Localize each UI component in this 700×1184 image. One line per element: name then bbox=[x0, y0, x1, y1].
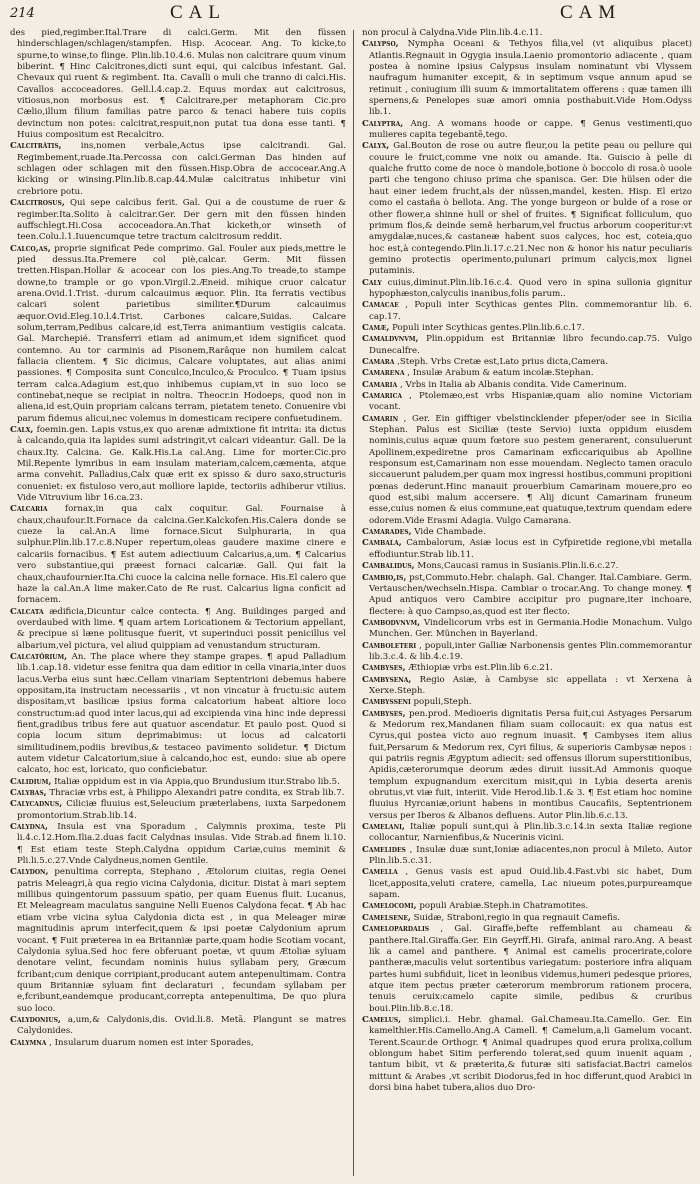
dictionary-entry bbox=[10, 504, 346, 606]
entry-text: Populi inter Scythicas gentes.Plin.lib.6.c.17. bbox=[392, 322, 585, 333]
dictionary-entry bbox=[10, 1015, 346, 1038]
entry-text: Plin.oppidum est Britanniæ libro fecundo.cap.75. Vulgo Dunecalfre. bbox=[369, 334, 692, 356]
dictionary-entry bbox=[362, 1015, 692, 1094]
entry-text: Æthiopiæ vrbs est.Plin.lib 6.c.21. bbox=[408, 663, 553, 674]
dictionary-entry bbox=[10, 28, 346, 141]
entry-text: foemin.gen. Lapis vstus,ex quo arenæ admixtione fit intrita: ita dictus à calcando,quia ita lapides sumi adstringit,vt calcari videantur. Gall. De la chaux.Ity. Calcina. Ge. Kalk.His.La cal.Ang. Lime for morter.Cic.pro Mil.Repente lymribus in eam insulam materiam,calcem,cæmenta, atque arma convehit. Palladius,Calx quæ erit ex spisso & duro saxo,structuris conueniet: ex fistuloso vero,aut molliore lapide, tectoriis adhiberur vtilius. Vide Vitruvium libr 16.ca.23. bbox=[17, 425, 346, 504]
entry-text: Nympha Oceani & Tethyos filia,vel (vt aliquibus placet) Atlantis.Regnauit in Ogygia insula.Laenio promontorio adiacente , quam postea à nomine ipsius Calypsus insulam nominatunt vbi Vlyssem naufragum humaniter excepit, & in septimum vsque annum apud se retinuit , coniugium illi suum & immortalitatem offerens : quæ tamen illi spernens,& Penelopes suæ amori omnia posthabuit.Vide Hom.Odyss lib.1. bbox=[369, 39, 692, 118]
entry-headword: Cambyses, bbox=[362, 708, 406, 719]
entry-text: ins,nomen verbale,Actus ipse calcitrandi. Gal. Regimbement,ruade.Ita.Percossa con calci.German Das hinden auf schlagen oder schlagen mit den füssen.Hisp.Obra de accocear.Ang.A kicking or winsing.Plin.lib.8.cap.44.Mulæ calcitratus inhibetur vini crebriore potu. bbox=[17, 141, 346, 197]
entry-headword: Camelus, bbox=[362, 1014, 402, 1025]
entry-headword: Cambio,is, bbox=[362, 572, 407, 583]
page-number: 214 bbox=[10, 6, 35, 21]
dictionary-entry bbox=[362, 323, 692, 334]
dictionary-entry bbox=[10, 799, 346, 822]
dictionary-entry bbox=[10, 244, 346, 426]
dictionary-entry bbox=[362, 368, 692, 379]
entry-headword: Calypso, bbox=[362, 39, 399, 50]
dictionary-entry bbox=[362, 675, 692, 698]
dictionary-entry bbox=[362, 28, 692, 39]
entry-headword: Camaldvnvm, bbox=[362, 334, 419, 345]
dictionary-entry bbox=[10, 867, 346, 1014]
entry-headword: Calcata bbox=[10, 606, 44, 617]
entry-text: Qui sepe calcibus ferit. Gal. Qui a de coustume de ruer & regimber.Ita.Solito à calcitrar.Ger. Der gern mit den füssen hinden auffschlegt.Hi.Cosa accoceadora.An.That kicketh,or winseth of teen.Colu.l.1.Iuuencumque tetre tractum calcitrosum reddit. bbox=[17, 198, 346, 243]
dictionary-entry bbox=[10, 652, 346, 777]
entry-text: pst,Commuto.Hebr. chalaph. Gal. Changer. Ital.Cambiare. Germ. Vertauschen/wechseln.Hispa. Cambiar o trocar.Ang. To change money. ¶ Apud antiquos vero Cambire accipitur pro pugnare,iter inchoare, flectere: à quo Campso,as,quod est iter flecto. bbox=[369, 572, 692, 617]
dictionary-entry bbox=[362, 867, 692, 901]
dictionary-entry bbox=[362, 39, 692, 118]
entry-text: fornax,in qua calx coquitur. Gal. Fournaise à chaux,chaufour.It.Fornace da calcina.Ger.Kalckofen.His.Calera donde se cueze la cal.An.A lime fornace.Sicut Sulphuraria, in qua sulphur.Plin.lib.17.c.8.Nuper repertum,oleas gaudere maxime cinere e calcariis fornacibus. ¶ Est autem adiectiuum Calcarius,a,um. ¶ Calcarius vero substantiue,qui præest fornaci calcariæ. Gall. Qui fait la chaux,chaufournier.Ita.Chi cuoce la calcina nelle fornace. His.El calero que haze la cal.An.A lime maker.Cato de Re rust. Calcarius ligna conficit ad fornacem. bbox=[17, 504, 346, 606]
dictionary-entry bbox=[362, 697, 692, 708]
entry-text: , Ptolemæo,est vrbs Hispaniæ,quam alio nomine Victoriam vocant. bbox=[369, 391, 692, 413]
dictionary-entry bbox=[10, 607, 346, 652]
entry-text: simplici.i. Hebr. ghamal. Gal.Chameau.Ita.Camello. Ger. Ein kamelthier.His.Camello.Ang.A Camell. ¶ Camelum,a,li Gamelum vocant. Terent.Scaur.de Orthogr. ¶ Animal quadrupes quod erura prolixa,collum oblongum habet Sitim perferendo tolerat,sed quum inuenit aquam , tantum bibit, vt & præterita,& futuræ siti satisfaciat.Bactri camelos mittunt & Arabes ,vt scribit Diodorus,fed in hoc differunt,quod Arabici in dorsi bina habet tubera,alios duo Dro- bbox=[369, 1014, 692, 1093]
entry-headword: Calcitrosus, bbox=[10, 198, 65, 209]
entry-text: pen.prod. Medioeris dignitatis Persa fuit,cui Astyages Persarum & Medorum rex,Mandanen filiam suam collocauit: ex qua natus est Cyrus,qui postea victo auo regnum inuasit. ¶ Cambyses item alius fuit,Persarum & Medorum rex, Cyri filius, & superioris Cambysæ nepos : qui patriis regnis Ægyptum adiecit: sed offensus illorum superstitionibus, Apidis,cæterorumque deorum ædes diruit iussit.Ad Ammonis quoque templum expugnandum exercitum misit,qui in Lybia deserta arenis obrutus,vt viæ fuit, interiit. Vide Herod.lib.1.& 3. ¶ Est etiam hoc nomine fluuius Hyrcaniæ,oriunt habens in montibus Caucafiis, Septentrionem versus per Iberos & Albanos defluens. Autor Plin.lib.6.c.13. bbox=[369, 708, 692, 821]
entry-text: proprie significat Pede comprimo. Gal. Fouler aux pieds,mettre le pied dessus.Ita.Premere col piè,calcar. Germ. Mit füssen tretten.Hispan.Hollar & acocear con los pies.Ang.To treade,to stampe downe,to trample or go vpon.Virgil.2.Æneid. mihique cruor calcatur arena.Ovid.1.Trist. -durum calcauimus æquor. Plin. Ita ferratis vectibus calcari solent parietibus similiter.¶Durum calcauimus æquor.Ovid.Eleg.10.l.4.Trist. Carbones calcare,Suidas. Calcare solum,terram,Pedibus calcare,id est,Terra animantium vestigiis calcata. Gal. Marchepié. Transferri etiam ad animum,et idem significet quod contemno. Au tor carminis ad Pisonem,Rarâque non humilem calcat fallacia clientem. ¶ Sic dicimus, Calcare voluptates, aut alias animi passiones. ¶ Composita sunt Conculco,Inculco,& Proculco. ¶ Tuam ipsius terram calca.Adagium est,quo inhibemus cupiam,vt in suo loco se continebat,neque se recipiat in noltra. Theocr.in Hodoeps, quod non in aliena,id est,Quin propriam calcans terram, pietatem teneto. Conuenire vbi parum fidemus alicui,nec volemus in domesticam recipere confuetudinem. bbox=[17, 243, 346, 424]
entry-headword: Calidium, bbox=[10, 776, 52, 787]
dictionary-entry bbox=[362, 845, 692, 868]
dictionary-entry bbox=[362, 380, 692, 391]
entry-headword: Camelani, bbox=[362, 822, 405, 833]
dictionary-entry bbox=[362, 924, 692, 1015]
dictionary-entry bbox=[10, 788, 346, 799]
entry-headword: Calycadnus, bbox=[10, 799, 63, 810]
entry-text: , populi,inter Galliæ Narbonensis gentes Plin.commemorantur lib.3.c.4. & lib.4.c.19. bbox=[369, 640, 692, 662]
entry-text: populi,Steph. bbox=[413, 697, 472, 708]
dictionary-entry bbox=[362, 141, 692, 277]
entry-headword: Camelocomi, bbox=[362, 901, 417, 912]
dictionary-entry bbox=[362, 573, 692, 618]
entry-headword: Calymna bbox=[10, 1037, 47, 1048]
entry-text: Italiæ oppidum est in via Appia,quo Brundusium itur.Strabo lib.5. bbox=[54, 776, 340, 787]
entry-text: , Vrbs in Italia ab Albanis condita. Vide Camerinum. bbox=[399, 379, 627, 390]
entry-headword: Calyptra, bbox=[362, 118, 404, 129]
entry-headword: Cambyses, bbox=[362, 663, 406, 674]
entry-text: Regio Asiæ, à Cambyse sic appellata : vt Xerxena à Xerxe.Steph. bbox=[369, 674, 692, 696]
dictionary-entry bbox=[362, 663, 692, 674]
entry-headword: Camarin bbox=[362, 413, 399, 424]
entry-text: Suidæ, Straboni,regio in qua regnauit Camefis. bbox=[413, 912, 620, 923]
entry-text: , Insularum duarum nomen est inter Sporades, bbox=[49, 1037, 254, 1048]
entry-text: Ang. A womans hoode or cappe. ¶ Genus vestimenti,quo mulieres capita tegebantē,tego. bbox=[369, 118, 692, 141]
entry-text: populi Arabiæ.Steph.in Chatramotites. bbox=[419, 901, 589, 912]
entry-headword: Calcaria bbox=[10, 504, 48, 515]
entry-headword: Cambalidus, bbox=[362, 561, 415, 572]
entry-headword: Calx, bbox=[10, 425, 34, 436]
dictionary-entry bbox=[362, 913, 692, 924]
entry-headword: Calco,as, bbox=[10, 243, 51, 254]
entry-headword: Camara bbox=[362, 356, 395, 367]
dictionary-entry bbox=[362, 527, 692, 538]
right-running-head: CAM bbox=[560, 2, 622, 23]
entry-text: Mons,Caucasi ramus in Susianis.Plin.li.6.c.27. bbox=[417, 561, 619, 572]
entry-headword: Camarena bbox=[362, 368, 405, 379]
entry-text: Ciliciæ fluuius est,Seleucium præterlabens, iuxta Sarpedonem promontorium.Strab.lib.14. bbox=[17, 799, 346, 821]
entry-headword: Camacae bbox=[362, 300, 399, 311]
dictionary-entry bbox=[362, 618, 692, 641]
entry-headword: Calybas, bbox=[10, 788, 47, 799]
entry-text: des pied,regimber.Ital.Trare di calci.Germ. Mit den füssen hinderschlagen/schlagen/stampfen. Hisp. Acocear. Ang. To kicke,to spurne,to winse,to flinge. Plin.lib.10.4.6. Mulas non calcitrare quum vinum biberint. ¶ Hinc Calcitrones,dicti sunt equi, qui calcibus infestant. Gal. Chevaux qui ruent & regimbent. Ita. Cavalli o muli che tranno di calci.His. Cavallos accoceadores. Gell.l.4.cap.2. Equus mordax aut calcitrosus, vitiosus,non morbosus est. ¶ Calcitrare,per metaphoram Cic.pro Cælio,illum filium familias patre parco & tenaci habere tuis copiis devinctum non potes: calcitrat,respuit,non putat tua dona esse tanti. ¶ Huius compositum est Recalcitro. bbox=[10, 28, 346, 141]
entry-text: Vindelicorum vrbs est in Germania.Hodie Monachum. Vulgo Munchen. Ger. München in Bayerland. bbox=[369, 617, 692, 640]
entry-text: , Insulæ duæ sunt,Ioniæ adiacentes,non procul à Mileto. Autor Plin.lib.5.c.31. bbox=[369, 844, 692, 867]
left-column bbox=[10, 28, 346, 1178]
dictionary-entry bbox=[362, 334, 692, 357]
entry-headword: Calydna, bbox=[10, 822, 48, 833]
entry-text: penultima correpta, Stephano , Ætolorum ciuitas, regia Oenei patris Meleagri,à qua regio vicina Calydonia, dicitur. Distat à mari septem millibus quingentorum passuum spatio, per quam Euenus fluit. Lucanus, Et Meleagream maculatus sanguine Nelli Euenos Calydona fecat. ¶ Ab hac etiam vrbe vicina sylua Calydonia dicta est , in qua Meleager miræ magnitudinis aprum interfecit,quem & ipsi poetæ Calydonium aprum vocant. ¶ Fuit præterea in ea Britanniæ parte,quam hodie Scotiam vocant, Calydonia sylua.Sed hoc fere obferuant poetæ, vt quum Ætoliæ syluam denotare velint, fecundam nominis huius syllabam pery, Græcum fcribant;cum denique corripiant,producant autem antepenultimam. Contra quum Britanniæ syluam fint declaraturi , fecundam syllabam per e,fcribunt,eandemque producant,correpta antepenultima, De quo plura suo loco. bbox=[17, 867, 346, 1014]
entry-text: Vide Chambade. bbox=[414, 527, 486, 538]
entry-headword: Calcitrâtis, bbox=[10, 141, 62, 152]
dictionary-entry bbox=[10, 198, 346, 243]
entry-headword: Cambysseni bbox=[362, 697, 411, 708]
entry-text: An. The place where they stampe grapes. ¶ apud Palladium lib.1.cap.18. videtur esse fenitra qua dam editior in cella vinaria,inter duos lacus.Verba eius sunt hæc.Cellam vinariam Septentrioni debemus habere oppositam,ita instructam necessariis , vt non vincatur à fructu:sic autem dispositam,vt basilicæ ipsius forma calcatorium habeat altiore loco constructum:ad quod inter lacus,qui ad excipienda vina hinc inde depressi fient,gradibus tribus fere aut quatuor ascendatur. Et paulo post. Quod si copia locum situm deprimabimus: ut locus ad calcatorii similitudinem,podiis brevibus,& testaceo pavimento solidetur. ¶ Dictum autem videtur Calcatorium,siue à calcando,hoc est, eundo: siue ab opere calcato, hoc est, loricato, quo conficiebatur. bbox=[17, 651, 346, 776]
entry-headword: Calydonius, bbox=[10, 1014, 61, 1025]
dictionary-entry bbox=[10, 777, 346, 788]
dictionary-entry bbox=[10, 141, 346, 198]
entry-text: Cambalorum, Asiæ locus est in Cyfpiretide regione,vbi metalla effodiuntur.Strab lib.11. bbox=[369, 538, 692, 560]
dictionary-entry bbox=[10, 1038, 346, 1049]
entry-text: ædificia,Dicuntur calce contecta. ¶ Ang. Buildinges parged and overdaubed with lime. ¶ quam artem Loricationem & Tectorium appellant, & precipue si læne politusque fuerit, vt superinduci possit penicillus vel albarium,vel pictura, vel aliud quippiam ad venustandum structuram. bbox=[17, 606, 346, 651]
dictionary-entry bbox=[10, 822, 346, 867]
entry-headword: Camarica bbox=[362, 391, 403, 401]
left-running-head: CAL bbox=[170, 2, 226, 23]
entry-text: ,Steph. Vrbs Cretæ est,Lato prius dicta,Camera. bbox=[397, 356, 608, 367]
dictionary-entry bbox=[10, 425, 346, 504]
dictionary-entry bbox=[362, 357, 692, 368]
dictionary-entry bbox=[362, 538, 692, 561]
entry-text: , Populi inter Scythicas gentes Plin. commemorantur lib. 6. cap.17. bbox=[369, 300, 692, 322]
dictionary-entry bbox=[362, 414, 692, 527]
entry-headword: Cambodvnvm, bbox=[362, 617, 421, 628]
dictionary-entry bbox=[362, 119, 692, 142]
right-column bbox=[362, 28, 692, 1178]
dictionary-entry bbox=[362, 822, 692, 845]
entry-headword: Camaria bbox=[362, 379, 398, 390]
entry-headword: Camarades, bbox=[362, 527, 412, 538]
entry-headword: Camelsene, bbox=[362, 912, 411, 923]
entry-headword: Calyx, bbox=[362, 141, 390, 152]
entry-text: Insula est vna Sporadum , Calymnis proxima, teste Pli li.4.c.12.Hom.Ilia.2.duas facit Calydnas insulas. Vide Strab.ad finem li.10. ¶ Est etiam teste Steph.Calydna oppidum Cariæ,cuius meminit & Pli.li.5.c.27.Vnde Calydneus,nomen Gentile. bbox=[17, 822, 346, 867]
entry-headword: Camboleteri bbox=[362, 640, 417, 651]
entry-text: , Genus vasis est apud Ouid.lib.4.Fast.vbi sic habet, Dum licet,apposita,veluti cratere, camella, Lac niueum potes,purpureamque sapam. bbox=[369, 867, 692, 901]
entry-text: a,um,& Calydonis,dis. Ovid.li.8. Metā. Plangunt se matres Calydonides. bbox=[17, 1014, 346, 1037]
dictionary-entry bbox=[362, 278, 692, 301]
entry-text: non procul à Calydna.Vide Plin.lib.4.c.11. bbox=[362, 28, 543, 38]
entry-headword: Calcatôrium, bbox=[10, 651, 68, 662]
entry-headword: Camelides bbox=[362, 844, 406, 855]
entry-headword: Camelopardalis bbox=[362, 924, 430, 935]
entry-text: cuius,diminut.Plin.lib.16.c.4. Quod vero in spina sullonia gignitur hypophæston,calyculis inanibus,folis parum.. bbox=[369, 277, 692, 299]
entry-headword: Caly bbox=[362, 277, 382, 288]
entry-headword: Cambysena, bbox=[362, 674, 412, 685]
dictionary-entry bbox=[362, 561, 692, 572]
dictionary-entry bbox=[362, 391, 692, 414]
entry-text: Gal.Bouton de rose ou autre fleur,ou la petite peau ou pellure qui couure le fruict,comme vne noix ou amande. Ita. Guiscio à pelle di qualche frutto come de noce ò mandole,botione ò boccolo di rosa.ò uoole parti che tengono chiuso prima che spanisca. Ger. Die hülsen oder die haut einer iedem frucht,als der nüssen,mandel, kesten. Hisp. El erizo como el castaña ò bellota. Ang. The yonge burgeon or bulde of a rose or other flower,a shinne hull or shel of fruites. ¶ Significat folliculum, quo primum flos,& deinde semë herbarum,vel fructus arborum cooperitur:vt amygdalæ,nuces,& castaneæ habent suos calyces, hoc est, coteia,quo hoc est,à contegendo.Plin.li.17.c.21.Nec non & honor his natur peculiaris gemino protectis operimento,pulunari primum calycis,mox lignei putaminis. bbox=[369, 141, 692, 277]
dictionary-entry bbox=[362, 709, 692, 822]
entry-headword: Camella bbox=[362, 867, 398, 878]
entry-headword: Camæ, bbox=[362, 322, 390, 333]
entry-headword: Calydon, bbox=[10, 867, 49, 878]
page-header bbox=[0, 4, 700, 26]
entry-text: , Ger. Ein gifftiger vbelstincklender pfeper/oder see in Sicilia Stephan. Palus est Siciliæ (teste Servio) iuxta oppidum eiusdem nominis,cuius aquæ quum fœtore suo pestem generarent, consuluerunt Apollinem,expediretne pros Camarinam exficcariquibus ab Apolline responsum est,Camarinam non esse mouendam. Neglecto tamen oraculo siccauerunt paludem,per quam mox ingressi hostibus,communi propitioni pœnas dederunt.Hinc manauit prouerbium Camarinam mouere,pro eo quod est,sibi malum accersere. ¶ Alij dicunt Camarinam fruneum esse,cuius nomen & eius commune,eat quatuque,textrum quendam edere odorem.Vide Erasmi Adagia. Vulgo Camarana. bbox=[369, 413, 692, 526]
entry-text: , Insulæ Arabum & eatum incolæ.Stephan. bbox=[407, 368, 594, 379]
dictionary-entry bbox=[362, 901, 692, 912]
entry-text: , Gal. Giraffe,befte reffemblant au chameau & panthere.Ital.Giraffa.Ger. Ein Geyrff.Hi. Girafa, animal raro.Ang. A beast lik a camel and panthere. ¶ Animal est camelis procerirate,colore pantheræ,maculis velut sortentibus variegatum: posteriore infra aliquam partes humi subfiduit, licet in leonibus videmus,humeri pedesque priores, atque item pectus præter cæterorum membrorum rationem procera, tenuis ceruix:camelo capite simile, pedibus & cruribus boui.Plin.lib.8.c.18. bbox=[369, 924, 692, 1014]
dictionary-entry bbox=[362, 641, 692, 664]
entry-headword: Cambala, bbox=[362, 538, 402, 549]
entry-text: Italiæ populi sunt,qui à Plin.lib.3.c.14.in sexta Italiæ regione collocantur, Narnienfibus,& Nucerinis vicini. bbox=[369, 822, 692, 844]
column-divider bbox=[353, 30, 354, 1176]
entry-text: Thraciæ vrbs est, à Philippo Alexandri patre condita, ex Strab lib.7. bbox=[49, 788, 345, 799]
dictionary-entry bbox=[362, 300, 692, 323]
